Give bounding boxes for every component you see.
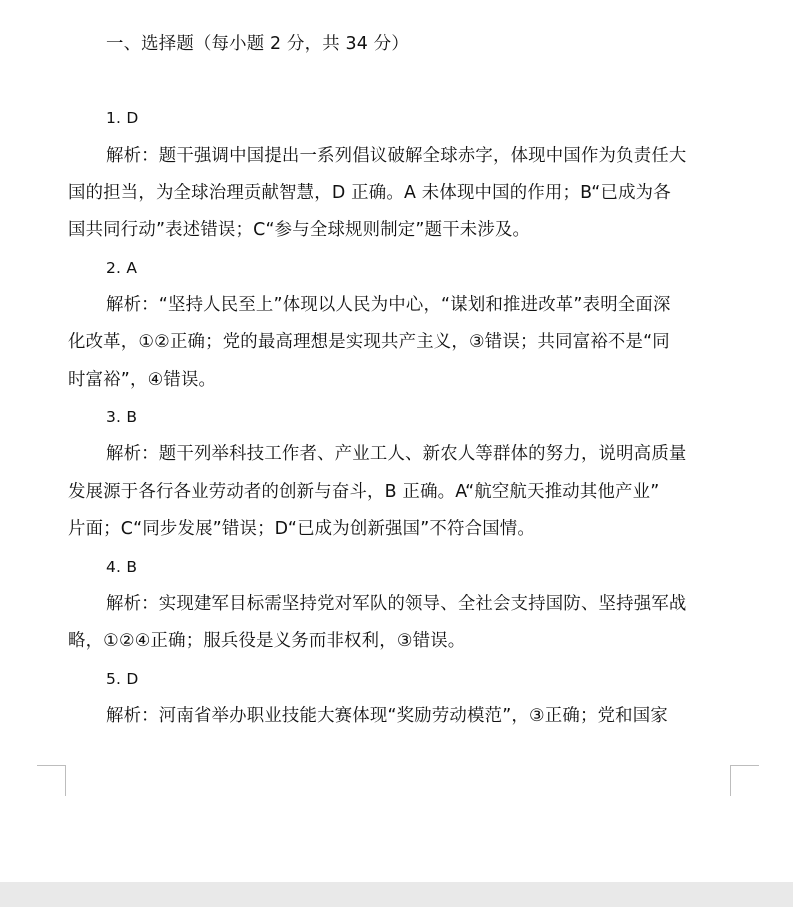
margin-corner-mark-right bbox=[730, 765, 759, 796]
answer-q4: 4. B bbox=[106, 558, 138, 576]
page-gap bbox=[0, 882, 793, 907]
analysis-q2-line3: 时富裕”，④错误。 bbox=[68, 370, 217, 390]
analysis-q4-line2: 略，①②④正确；服兵役是义务而非权利，③错误。 bbox=[68, 631, 466, 651]
analysis-q3-line3: 片面；C“同步发展”错误；D“已成为创新强国”不符合国情。 bbox=[68, 519, 535, 539]
answer-q3: 3. B bbox=[106, 408, 138, 426]
analysis-q1-line2: 国的担当，为全球治理贡献智慧，D 正确。A 未体现中国的作用；B“已成为各 bbox=[68, 183, 671, 203]
answer-q2: 2. A bbox=[106, 259, 138, 277]
analysis-q4-line1: 解析：实现建军目标需坚持党对军队的领导、全社会支持国防、坚持强军战 bbox=[106, 594, 687, 614]
analysis-q3-line1: 解析：题干列举科技工作者、产业工人、新农人等群体的努力，说明高质量 bbox=[106, 444, 687, 464]
analysis-q1-line1: 解析：题干强调中国提出一系列倡议破解全球赤字，体现中国作为负责任大 bbox=[106, 146, 687, 166]
section-title: 一、选择题（每小题 2 分，共 34 分） bbox=[106, 34, 409, 54]
answer-q5: 5. D bbox=[106, 670, 139, 688]
analysis-q3-line2: 发展源于各行各业劳动者的创新与奋斗，B 正确。A“航空航天推动其他产业” bbox=[68, 482, 660, 502]
answer-q1: 1. D bbox=[106, 109, 139, 127]
analysis-q2-line2: 化改革，①②正确；党的最高理想是实现共产主义，③错误；共同富裕不是“同 bbox=[68, 332, 670, 352]
margin-corner-mark-left bbox=[37, 765, 66, 796]
analysis-q5-line1: 解析：河南省举办职业技能大赛体现“奖励劳动模范”，③正确；党和国家 bbox=[106, 706, 668, 726]
analysis-q2-line1: 解析：“坚持人民至上”体现以人民为中心，“谋划和推进改革”表明全面深 bbox=[106, 295, 671, 315]
analysis-q1-line3: 国共同行动”表述错误；C“参与全球规则制定”题干未涉及。 bbox=[68, 220, 531, 240]
